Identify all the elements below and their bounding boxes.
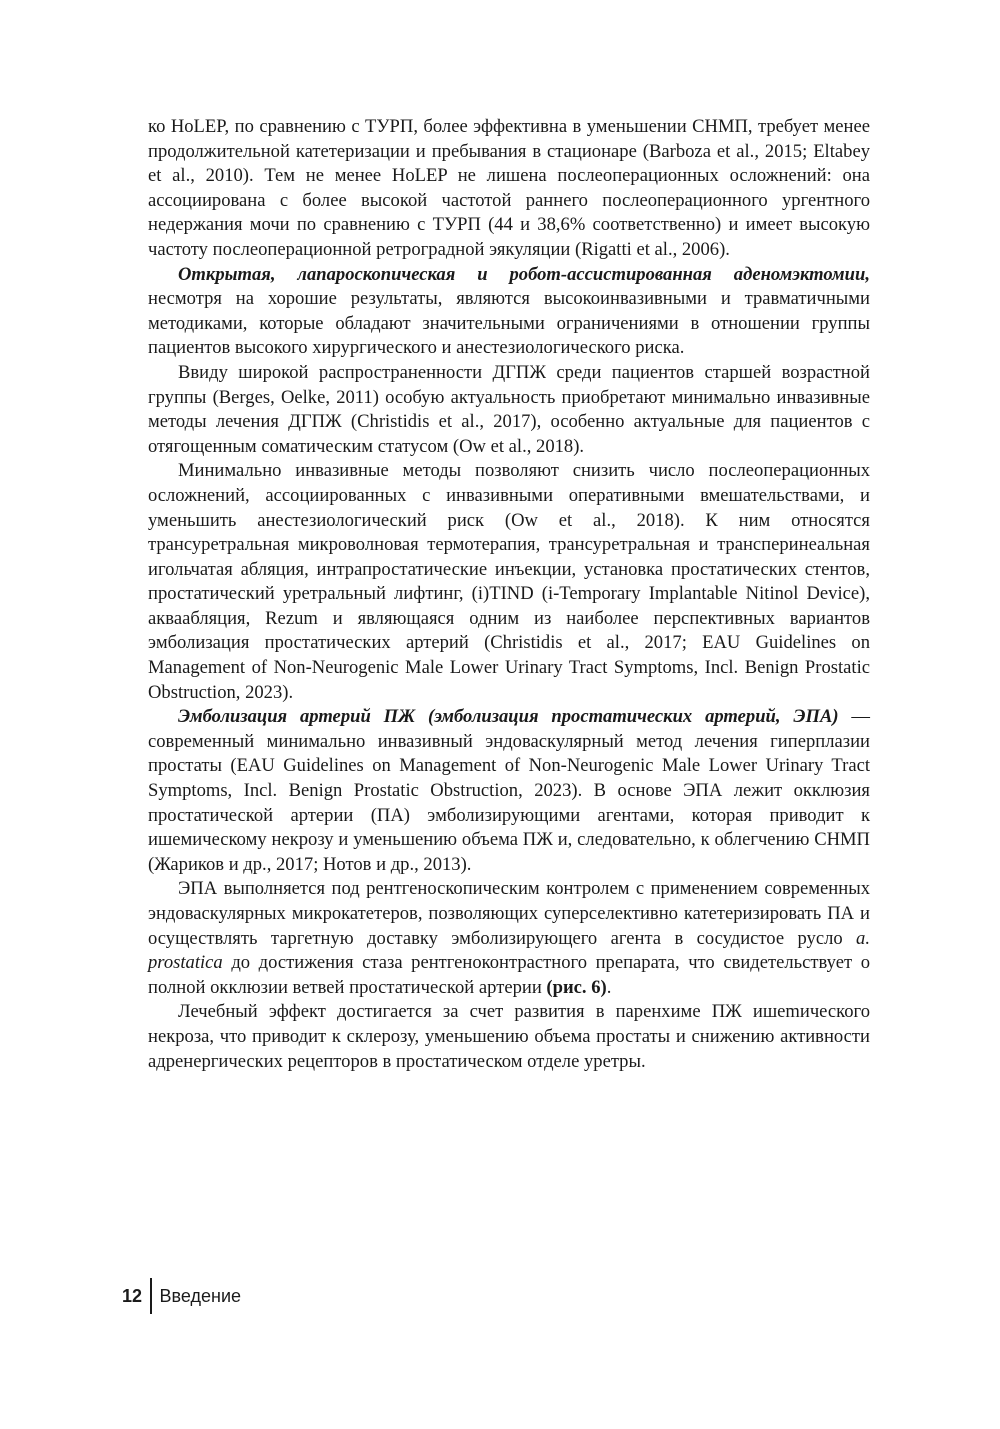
page-number: 12 xyxy=(122,1285,143,1306)
paragraph-2-lead: Открытая, лапароскопическая и робот-ассистированная аденомэктомии, xyxy=(178,263,870,285)
figure-reference: (рис. 6) xyxy=(546,976,607,998)
paragraph-5 xyxy=(148,705,870,877)
paragraph-5-body: — современный минимально инвазивный эндоваскулярный метод лечения гиперплазии простаты (EAU Guidelines on Management of Non-Neurogenic Male Lower Urinary Tract Symptoms, Incl. Benign Prostatic Obstruction, 2023). В основе ЭПА лежит окклюзия простатической артерии (ПА) эмболизирующими агентами, которая приводит к ишемическому некрозу и уменьшению объема ПЖ и, следовательно, к облегчению СНМП (Жариков и др., 2017; Нотов и др., 2013). xyxy=(148,706,870,875)
paragraph-2-body: несмотря на хорошие результаты, являются высокоинвазивными и травматичными методиками, которые обладают значительными ограничениями в отношении группы пациентов высокого хирургического и анестезиологического риска. xyxy=(148,288,870,359)
paragraph-6-part-b: до достижения стаза рентгеноконтрастного препарата, что свидетельствует о полной окклюзии ветвей простатической артерии xyxy=(148,952,870,998)
paragraph-5-lead: Эмболизация артерий ПЖ (эмболизация простатических артерий, ЭПА) xyxy=(178,706,839,728)
paragraph-1: ко HoLEP, по сравнению с ТУРП, более эффективна в уменьшении СНМП, требует менее продолжительной катетеризации и пребывания в стационаре (Barboza et al., 2015; Eltabey et al., 2010). Тем не менее HoLEP не лишена послеоперационных осложнений: она ассоциирована с более высокой частотой раннего послеоперационного ургентного недержания мочи по сравнению с ТУРП (44 и 38,6% соответственно) и имеет высокую частоту послеоперационной ретроградной эякуляции (Rigatti et al., 2006). xyxy=(148,116,870,260)
main-text xyxy=(148,115,870,1074)
paragraph-6 xyxy=(148,877,870,1000)
paragraph-6-end: . xyxy=(606,976,612,998)
page-footer xyxy=(122,1278,241,1314)
section-title: Введение xyxy=(159,1285,242,1306)
paragraph-3: Ввиду широкой распространенности ДГПЖ среди пациентов старшей возрастной группы (Berges, Oelke, 2011) особую актуальность приобретают минимально инвазивные методы лечения ДГПЖ (Christidis et al., 2017), особенно актуальные для пациентов с отягощенным соматическим статусом (Ow et al., 2018). xyxy=(148,361,870,457)
paragraph-6-part-a: ЭПА выполняется под рентгеноскопическим контролем с применением современных эндоваскулярных микрокатетеров, позволяющих суперселективно катетеризировать ПА и осуществлять таргетную доставку эмболизирующего агента в сосудистое русло xyxy=(148,878,870,949)
paragraph-4: Минимально инвазивные методы позволяют снизить число послеоперационных осложнений, ассоциированных с инвазивными оперативными вмешательствами, и уменьшить анестезиологический риск (Ow et al., 2018). К ним относятся трансуретральная микроволновая термотерапия, трансуретральная и трансперинеальная игольчатая абляция, интрапростатические инъекции, установка простатических стентов, простатический уретральный лифтинг, (i)TIND (i-Temporary Implantable Nitinol Device), акваабляция, Rezum и являющаяся одним из наиболее перспективных вариантов эмболизация простатических артерий (Christidis et al., 2017; EAU Guidelines on Management of Non-Neurogenic Male Lower Urinary Tract Symptoms, Incl. Benign Prostatic Obstruction, 2023). xyxy=(148,460,870,703)
paragraph-2 xyxy=(148,263,870,361)
paragraph-7: Лечебный эффект достигается за счет развития в паренхиме ПЖ ишеmического некроза, что приводит к склерозу, уменьшению объема простаты и снижению активности адренергических рецепторов в простатическом отделе уретры. xyxy=(148,1001,870,1072)
paragraph-6-latin-term: a. prostatica xyxy=(148,927,870,974)
